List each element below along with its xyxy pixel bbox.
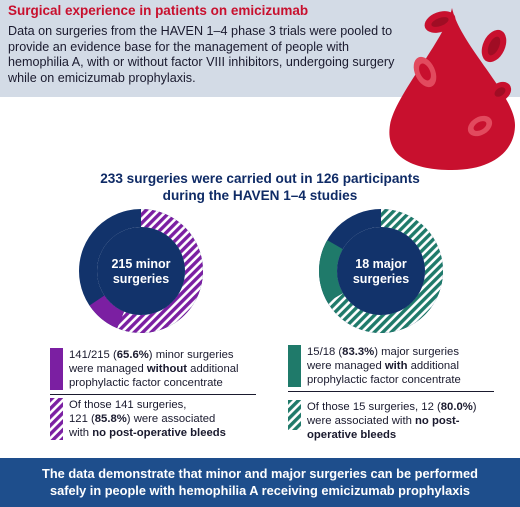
blood-drop-illustration xyxy=(0,0,520,170)
page-title: Surgical experience in patients on emicizumab xyxy=(8,3,309,18)
major-managed-block xyxy=(288,345,493,387)
donut-arc-solid xyxy=(328,245,335,298)
conclusion-banner: The data demonstrate that minor and major surgeries can be performed safely in people with hemophilia A receiving emicizumab prophylaxis xyxy=(0,458,520,507)
minor-bleeds-text: Of those 141 surgeries, 121 (85.8%) were associated with no post-operative bleeds xyxy=(69,399,226,439)
minor-divider xyxy=(50,394,256,395)
striped-purple-legend-bar xyxy=(50,398,63,440)
major-bleeds-text: Of those 15 surgeries, 12 (80.0%) were associated with no post- operative bleeds xyxy=(307,401,477,441)
surgery-summary: 233 surgeries were carried out in 126 participants during the HAVEN 1–4 studies xyxy=(100,171,420,203)
minor-bleeds-block xyxy=(50,398,255,440)
teal-legend-bar xyxy=(288,345,301,387)
major-donut-label: 18 major surgeries xyxy=(352,257,410,286)
major-divider xyxy=(288,391,494,392)
minor-donut-label: 215 minor surgeries xyxy=(111,257,171,286)
major-managed-text: 15/18 (83.3%) major surgeries were managed with additional prophylactic factor concentrate xyxy=(307,346,461,386)
striped-teal-legend-bar xyxy=(288,400,301,430)
minor-managed-text: 141/215 (65.6%) minor surgeries were managed without additional prophylactic factor concentrate xyxy=(69,349,239,389)
minor-managed-block xyxy=(50,348,255,390)
intro-text: Data on surgeries from the HAVEN 1–4 phase 3 trials were pooled to provide an evidence base for the management of people with hemophilia A, with or without factor VIII inhibitors, undergoing surgery while on emicizumab prophylaxis. xyxy=(8,24,395,85)
purple-legend-bar xyxy=(50,348,63,390)
major-bleeds-block xyxy=(288,400,493,441)
